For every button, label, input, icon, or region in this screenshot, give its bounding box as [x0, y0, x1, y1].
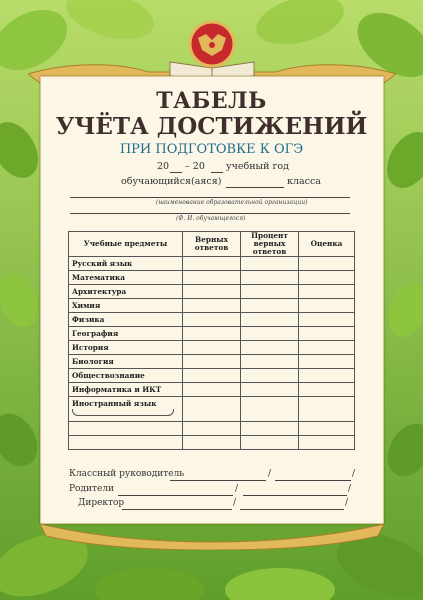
grade-cell[interactable]: [299, 355, 355, 369]
percent-cell[interactable]: [241, 257, 299, 271]
parents-signature-field[interactable]: [243, 495, 347, 496]
director-signature-field[interactable]: [240, 509, 344, 510]
subject-name: Обществознание: [69, 369, 183, 383]
teacher-label: Классный руководитель: [69, 469, 185, 479]
slash-separator: /: [268, 469, 272, 479]
correct-cell[interactable]: [183, 327, 241, 341]
table-row: [69, 422, 355, 436]
correct-cell[interactable]: [183, 355, 241, 369]
year-mid: – 20: [185, 161, 205, 172]
slash-separator: /: [235, 484, 239, 494]
correct-cell[interactable]: [183, 341, 241, 355]
subject-name: Биология: [69, 355, 183, 369]
table-row: [69, 271, 355, 285]
grade-cell[interactable]: [299, 327, 355, 341]
page-subtitle: УЧЁТА ДОСТИЖЕНИЙ: [55, 113, 368, 140]
empty-subject-cell[interactable]: [69, 436, 183, 450]
percent-cell[interactable]: [241, 383, 299, 397]
table-row: [69, 341, 355, 355]
correct-cell[interactable]: [183, 369, 241, 383]
table-row: [69, 397, 355, 422]
subject-name: Математика: [69, 271, 183, 285]
subject-name: Русский язык: [69, 257, 183, 271]
year-prefix: 20: [157, 161, 170, 172]
subject-name: Информатика и ИКТ: [69, 383, 183, 397]
grade-cell[interactable]: [299, 257, 355, 271]
grade-cell[interactable]: [299, 341, 355, 355]
teacher-signature-field[interactable]: [275, 480, 351, 481]
table-row: [69, 383, 355, 397]
subject-name: Архитектура: [69, 285, 183, 299]
grade-cell[interactable]: [299, 436, 355, 450]
table-row: [69, 299, 355, 313]
header-correct-answers: Верных ответов: [183, 232, 241, 257]
student-name-caption: (Ф. И. обучающегося): [176, 215, 246, 222]
percent-cell[interactable]: [241, 397, 299, 422]
percent-cell[interactable]: [241, 369, 299, 383]
student-label: обучающийся(аяся): [121, 176, 222, 187]
year-start-field[interactable]: [170, 172, 182, 173]
grade-cell[interactable]: [299, 397, 355, 422]
correct-cell[interactable]: [183, 313, 241, 327]
grade-cell[interactable]: [299, 313, 355, 327]
percent-cell[interactable]: [241, 327, 299, 341]
table-row: [69, 257, 355, 271]
header-subjects: Учебные предметы: [69, 232, 183, 257]
empty-subject-cell[interactable]: [69, 422, 183, 436]
parents-label: Родители: [69, 484, 115, 494]
table-row: [69, 436, 355, 450]
percent-cell[interactable]: [241, 299, 299, 313]
correct-cell[interactable]: [183, 257, 241, 271]
grade-cell[interactable]: [299, 299, 355, 313]
correct-cell[interactable]: [183, 271, 241, 285]
table-row: [69, 327, 355, 341]
table-header-row: [69, 232, 355, 257]
correct-cell[interactable]: [183, 436, 241, 450]
subject-name: Химия: [69, 299, 183, 313]
percent-cell[interactable]: [241, 436, 299, 450]
subject-name: Физика: [69, 313, 183, 327]
correct-cell[interactable]: [183, 383, 241, 397]
director-label: Директор: [78, 498, 125, 508]
year-suffix: учебный год: [226, 161, 290, 172]
subject-name-foreign-language: [69, 397, 183, 422]
subject-name: География: [69, 327, 183, 341]
correct-cell[interactable]: [183, 285, 241, 299]
foreign-language-field[interactable]: [72, 409, 174, 416]
parents-name-field[interactable]: [118, 495, 233, 496]
percent-cell[interactable]: [241, 313, 299, 327]
slash-separator: /: [348, 484, 352, 494]
slash-separator: /: [233, 498, 237, 508]
table-row: [69, 313, 355, 327]
percent-cell[interactable]: [241, 285, 299, 299]
header-grade: Оценка: [299, 232, 355, 257]
organization-caption: (наименование образовательной организации): [156, 199, 308, 206]
class-field[interactable]: [226, 187, 284, 188]
grade-cell[interactable]: [299, 271, 355, 285]
grade-cell[interactable]: [299, 285, 355, 299]
student-name-field[interactable]: [70, 213, 350, 214]
grades-table: [68, 231, 355, 450]
slash-separator: /: [345, 498, 349, 508]
director-name-field[interactable]: [122, 509, 232, 510]
page-title: ТАБЕЛЬ: [156, 88, 267, 114]
correct-cell[interactable]: [183, 299, 241, 313]
percent-cell[interactable]: [241, 271, 299, 285]
teacher-name-field[interactable]: [170, 480, 266, 481]
percent-cell[interactable]: [241, 341, 299, 355]
percent-cell[interactable]: [241, 422, 299, 436]
class-label: класса: [287, 176, 321, 187]
slash-separator: /: [352, 469, 356, 479]
exam-subtitle: ПРИ ПОДГОТОВКЕ К ОГЭ: [119, 142, 304, 157]
header-percent-correct: Процент верных ответов: [241, 232, 299, 257]
correct-cell[interactable]: [183, 397, 241, 422]
correct-cell[interactable]: [183, 422, 241, 436]
table-row: [69, 369, 355, 383]
table-row: [69, 285, 355, 299]
grade-cell[interactable]: [299, 422, 355, 436]
percent-cell[interactable]: [241, 355, 299, 369]
year-end-field[interactable]: [211, 172, 223, 173]
grade-cell[interactable]: [299, 383, 355, 397]
table-row: [69, 355, 355, 369]
grade-cell[interactable]: [299, 369, 355, 383]
subject-name: Иностранный язык: [72, 399, 157, 408]
subject-name: История: [69, 341, 183, 355]
organization-field[interactable]: [70, 197, 350, 198]
